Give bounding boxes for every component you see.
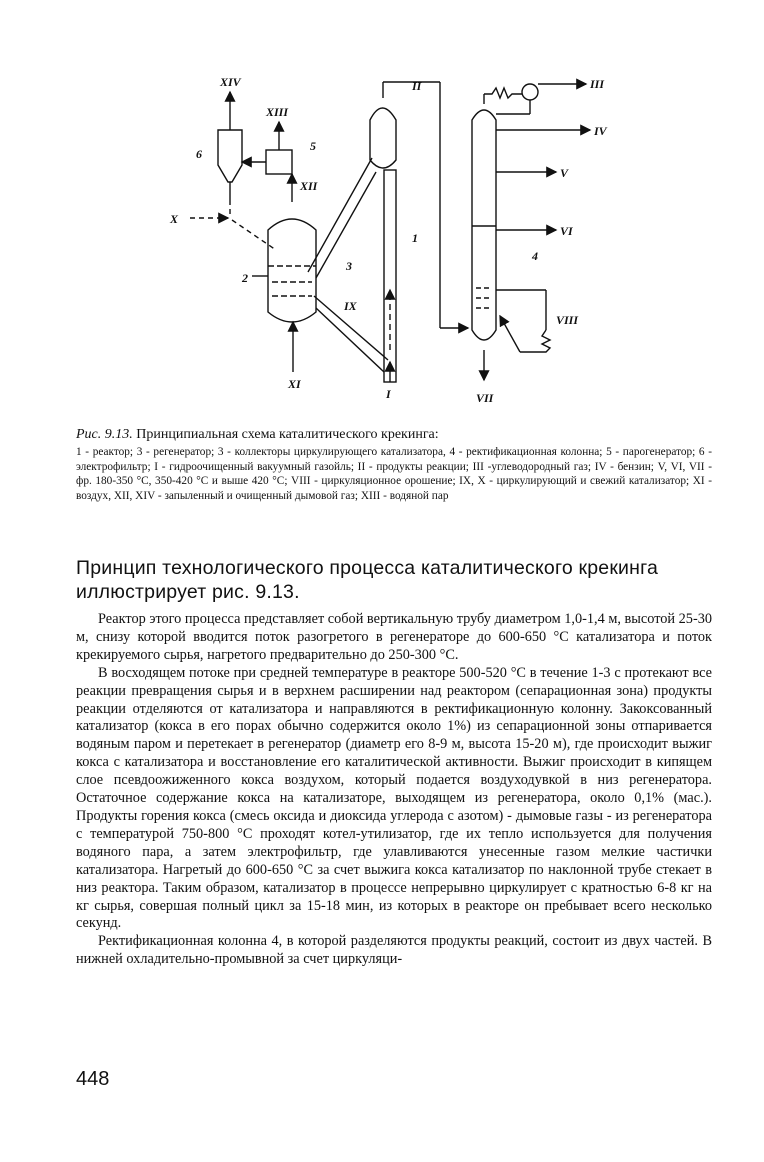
label-4: 4	[532, 249, 538, 263]
label-iv: IV	[594, 124, 607, 138]
label-xiii: XIII	[266, 105, 289, 119]
label-2: 2	[242, 271, 248, 285]
section-heading: Принцип технологического процесса каталитического крекинга иллюстрирует рис. 9.13.	[76, 557, 659, 603]
body-text	[76, 611, 712, 969]
label-1: 1	[412, 231, 418, 245]
label-x: X	[170, 212, 179, 226]
label-5: 5	[310, 139, 316, 153]
fractionation-column-4	[472, 110, 496, 340]
paragraph-1: Реактор этого процесса представляет собой вертикальную трубу диаметром 1,0-1,4 м, высотой 25-30 м, снизу которой вводится поток разогретого в регенераторе до 600-650 °С катализатора и поток крекируемого сырья, нагретого предварительно до 250-300 °С.	[76, 611, 712, 663]
catalytic-cracking-scheme	[150, 60, 620, 420]
figure-number: Рис. 9.13.	[76, 427, 133, 442]
page-number: 448	[76, 1068, 110, 1090]
label-xi: XI	[288, 377, 301, 391]
figure-caption	[76, 426, 712, 503]
label-ii: II	[412, 79, 422, 93]
label-iii: III	[590, 77, 605, 91]
label-viii: VIII	[556, 313, 579, 327]
paragraph-2: В восходящем потоке при средней температуре в реакторе 500-520 °С в течение 1-3 с протекают все реакции превращения сырья и в верхнем расширении над реактором (сепарационная зона) продукты реакции отделяются от катализатора и направляются в ректификационную колонну. Закоксованный катализатор (кокса в его порах обычно содержится около 1%) из сепарационной зоны отпаривается водяным паром и перетекает в регенератор (диаметр его 8-9 м, высота 15-20 м), где происходит выжиг кокса с катализатора и восстановление его каталитической активности. Выжиг происходит в кипящем слое псевдоожиженного кокса воздухом, который подается воздуходувкой в низ регенератора. Остаточное содержание кокса на катализаторе, выходящем из регенератора, около 0,1% (мас.). Продукты горения кокса (смесь оксида и диоксида углерода с азотом) - дымовые газы - из регенератора с температурой 750-800 °С проходят котел-утилизатор, где их тепло используется для получения водяного пара, а затем электрофильтр, где улавливаются унесенные газом мелкие частички катализатора. Нагретый до 600-650 °С за счет выжига кокса катализатор по наклонной трубе стекает в низ реактора. Таким образом, катализатор в процессе непрерывно циркулирует с кратностью 6-8 кг на кг сырья, совершая полный цикл за 15-18 мин, из которых в реакторе он пребывает всего несколько секунд.	[76, 664, 712, 932]
process-diagram	[150, 60, 620, 420]
label-vii: VII	[476, 391, 494, 405]
caption-title-line	[76, 426, 712, 443]
label-i: I	[386, 387, 391, 401]
caption-legend: 1 - реактор; 3 - регенератор; 3 - коллекторы циркулирующего катализатора, 4 - ректификационная колонна; 5 - парогенератор; 6 - электрофильтр; I - гидроочищенный вакуумный газойль; II - продукты реакции; III -углеводородный газ; IV - бензин; V, VI, VII - фр. 180-350 °С, 350-420 °С и выше 420 °С; VIII - циркуляционное орошение; IX, X - циркулирующий и свежий катализатор; XI - воздух, XII, XIV - запыленный и очищенный дымовой газ; XIII - водяной пар	[76, 446, 712, 502]
label-xii: XII	[300, 179, 318, 193]
label-3: 3	[346, 259, 352, 273]
electrofilter-6	[218, 130, 242, 182]
paragraph-3: Ректификационная колонна 4, в которой разделяются продукты реакций, состоит из двух частей. В нижней охладительно-промывной за счет циркуляци-	[76, 933, 712, 968]
label-ix: IX	[344, 299, 357, 313]
caption-title: Принципиальная схема каталитического крекинга:	[136, 427, 439, 442]
label-vi: VI	[560, 224, 573, 238]
reactor-riser-1	[384, 170, 396, 382]
separator-vessel	[370, 108, 396, 168]
label-6: 6	[196, 147, 202, 161]
label-xiv: XIV	[220, 75, 241, 89]
label-v: V	[560, 166, 569, 180]
steam-generator-5	[266, 150, 292, 174]
